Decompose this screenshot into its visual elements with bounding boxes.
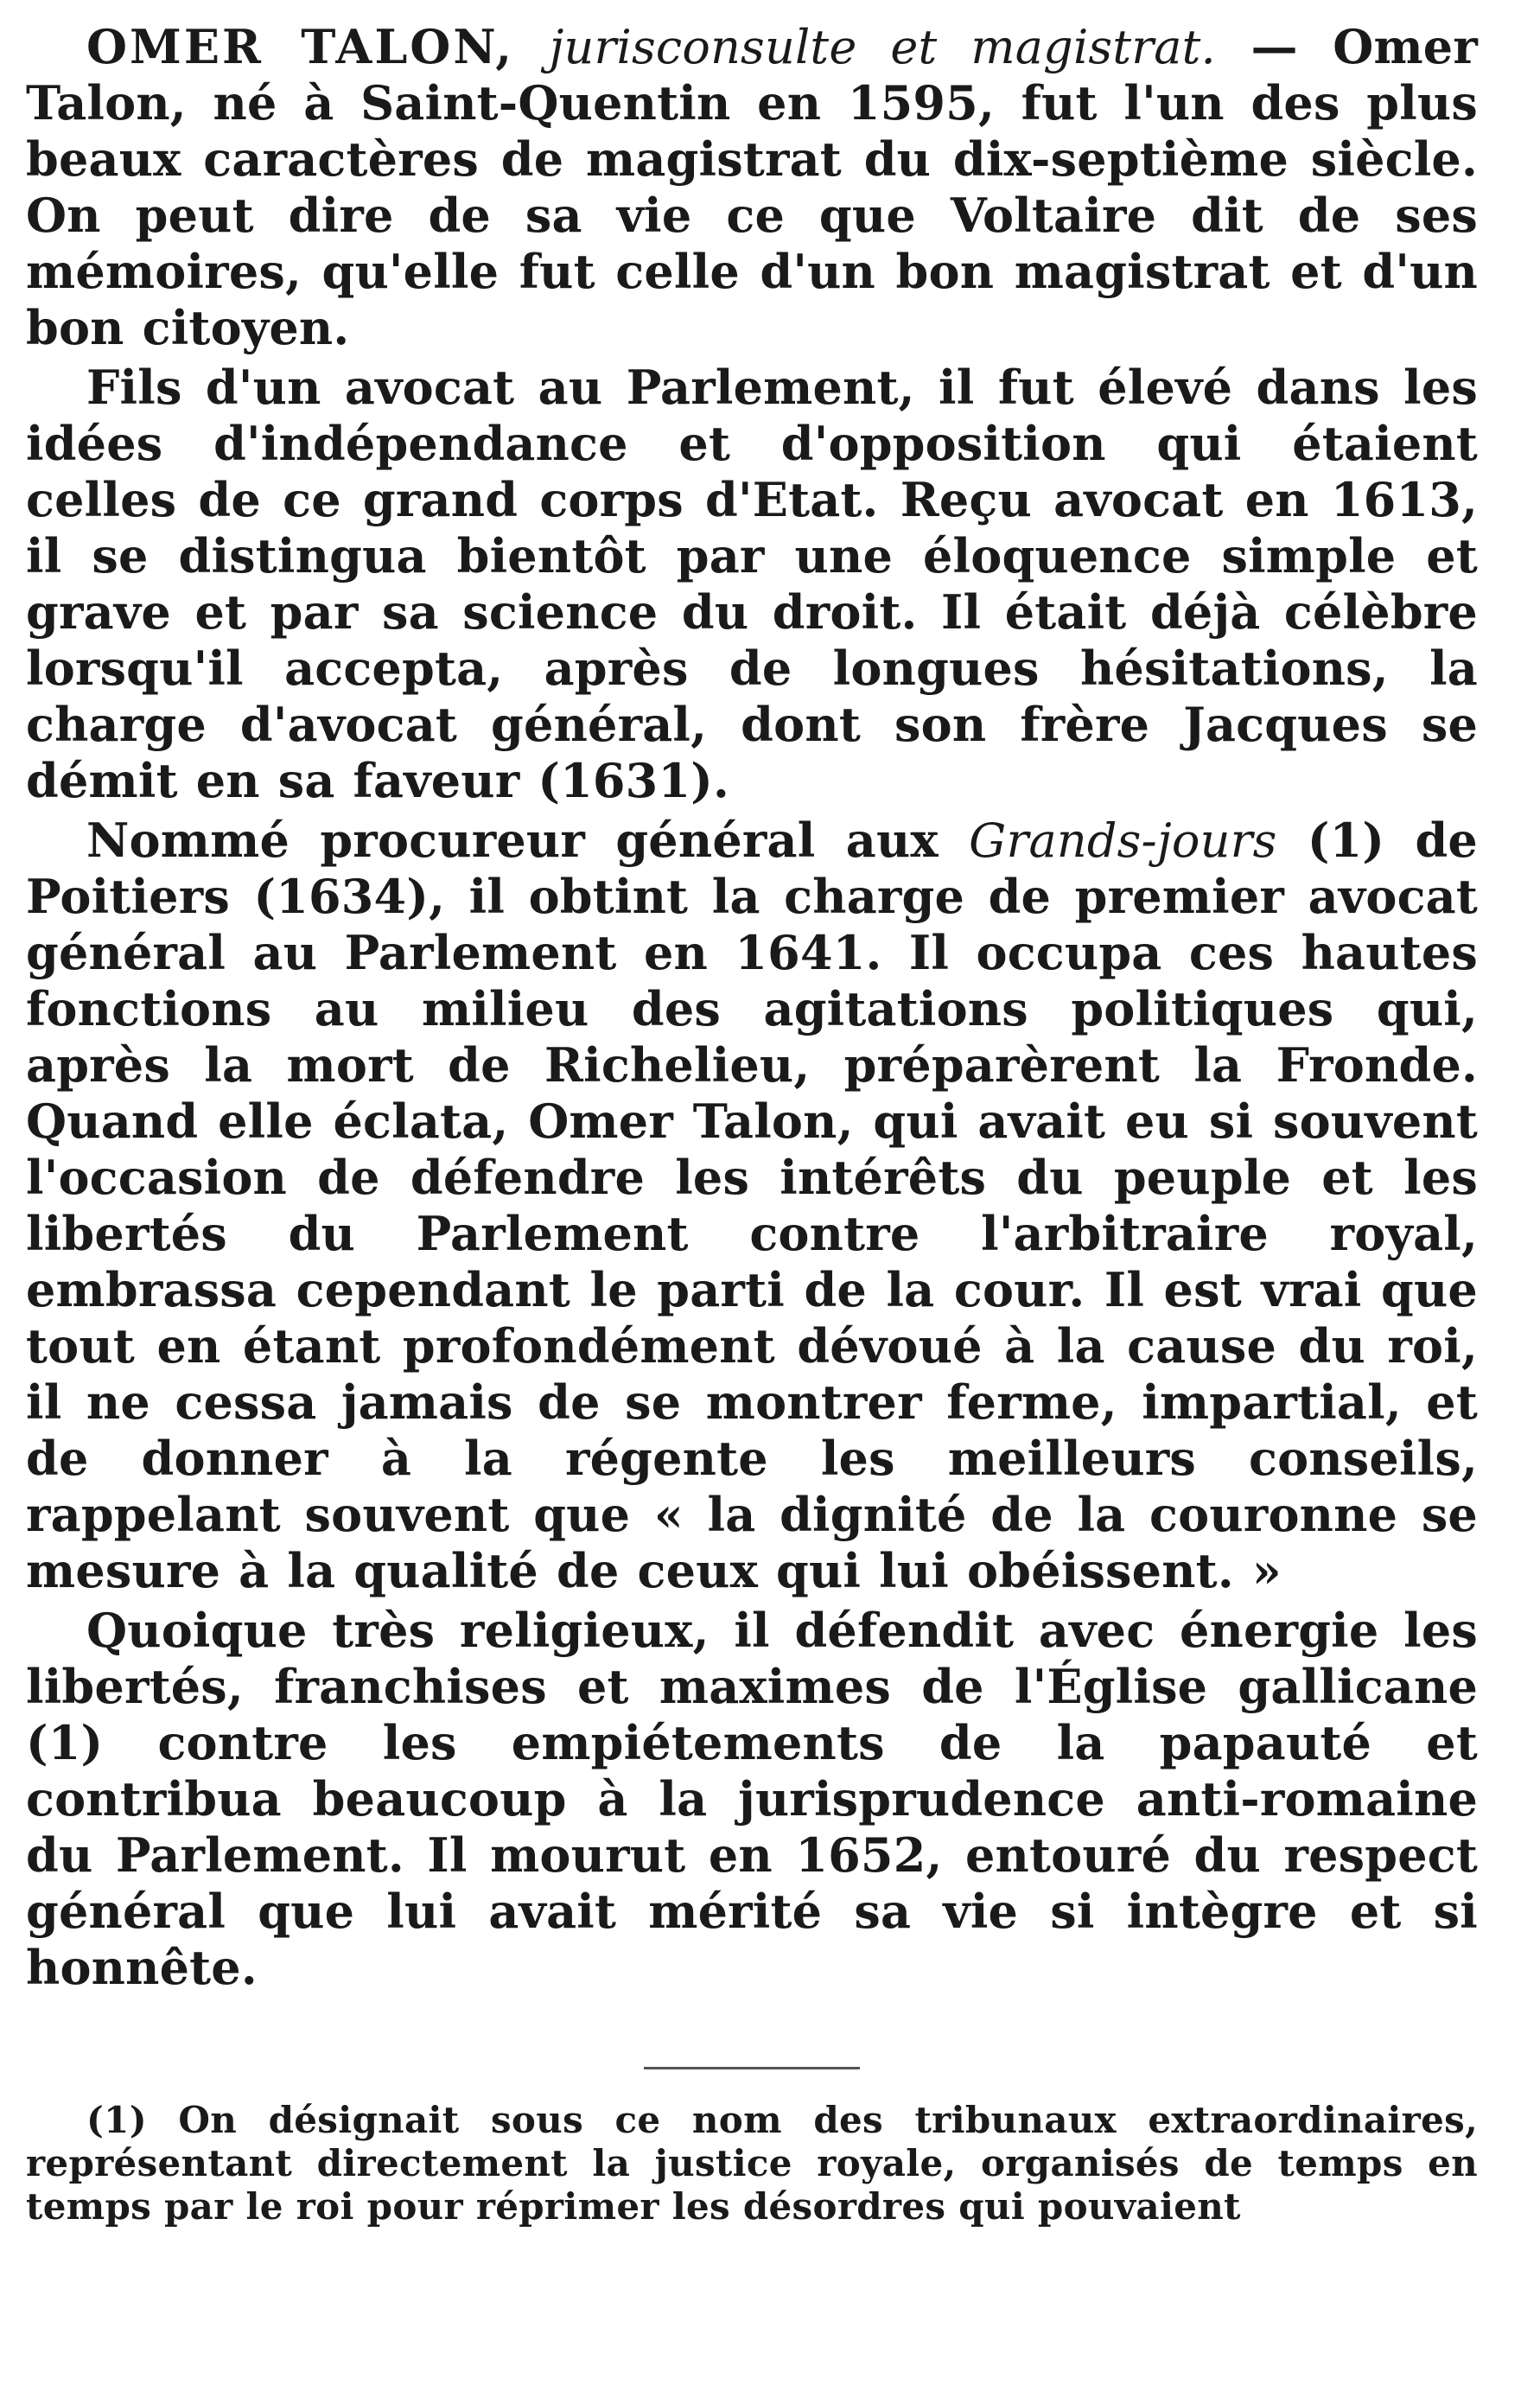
footnote: (1) On désignait sous ce nom des tribunaux extraordinaires, représentant directement la justice royale, organisés de temps en temps par le roi pour réprimer les désordres qui pouvaient <box>26 2099 1478 2228</box>
career-text-start: Nommé procureur général aux <box>86 813 939 868</box>
career-text-rest: (1) de Poitiers (1634), il obtint la charge de premier avocat général au Parlement en 1641. Il occupa ces hautes fonctions au milieu des agitations politiques qui, après la mort de Richelieu, préparèrent la Fronde. Quand elle éclata, Omer Talon, qui avait eu si souvent l'occasion de défendre les intérêts du peuple et les libertés du Parlement contre l'arbitraire royal, embrassa cependant le parti de la cour. Il est vrai que tout en étant profondément dévoué à la cause du roi, il ne cessa jamais de se montrer ferme, impartial, et de donner à la régente les meilleurs conseils, rappelant souvent que « la dignité de la couronne se mesure à la qualité de ceux qui lui obéissent. » <box>26 813 1478 1598</box>
entry-role: jurisconsulte et magistrat. <box>549 20 1216 74</box>
grands-jours-term: Grands-jours <box>969 813 1277 868</box>
footnote-divider <box>644 2067 860 2069</box>
paragraph-religion: Quoique très religieux, il défendit avec énergie les libertés, franchises et maximes de l'Église gallicane (1) contre les empiétements de la papauté et contribua beaucoup à la jurisprudence anti-romaine du Parlement. Il mourut en 1652, entouré du respect général que lui avait mérité sa vie si intègre et si honnête. <box>26 1603 1478 1995</box>
paragraph-career <box>26 813 1478 1599</box>
intro-text: — Omer Talon, né à Saint-Quentin en 1595, fut l'un des plus beaux caractères de magistrat du dix-septième siècle. On peut dire de sa vie ce que Voltaire dit de ses mémoires, qu'elle fut celle d'un bon magistrat et d'un bon citoyen. <box>26 19 1479 355</box>
paragraph-education: Fils d'un avocat au Parlement, il fut élevé dans les idées d'indépendance et d'opposition qui étaient celles de ce grand corps d'Etat. Reçu avocat en 1613, il se distingua bientôt par une éloquence simple et grave et par sa science du droit. Il était déjà célèbre lorsqu'il accepta, après de longues hésitations, la charge d'avocat général, dont son frère Jacques se démit en sa faveur (1631). <box>26 360 1478 808</box>
paragraph-intro <box>26 19 1478 356</box>
entry-name: OMER TALON, <box>86 19 515 74</box>
document-page <box>26 19 1478 2265</box>
